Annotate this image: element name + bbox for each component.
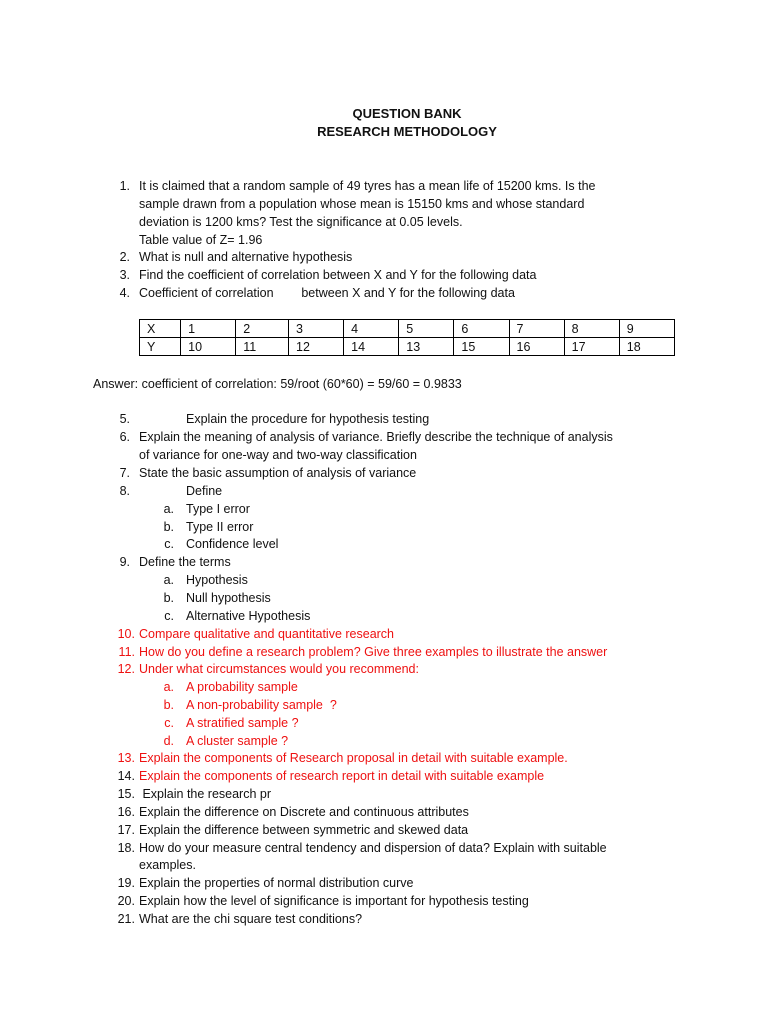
doc-subtitle: RESEARCH METHODOLOGY bbox=[317, 124, 497, 139]
q6-text-cont: of variance for one-way and two-way classification bbox=[139, 448, 417, 462]
q12-text: Under what circumstances would you recommend: bbox=[139, 662, 419, 676]
q11-text: How do you define a research problem? Give three examples to illustrate the answer bbox=[139, 645, 608, 659]
q17-text: Explain the difference between symmetric and skewed data bbox=[139, 823, 469, 837]
q14-number: 14. bbox=[117, 769, 135, 783]
q8c-text: Confidence level bbox=[186, 537, 279, 551]
q8b-letter: b. bbox=[163, 520, 174, 534]
table-cell: 7 bbox=[509, 320, 564, 338]
q12d-text: A cluster sample ? bbox=[186, 734, 289, 748]
q12a-letter: a. bbox=[163, 680, 174, 694]
answer-text: Answer: coefficient of correlation: 59/root (60*60) = 59/60 = 0.9833 bbox=[93, 377, 462, 391]
q3-number: 3. bbox=[119, 268, 130, 282]
q10-text: Compare qualitative and quantitative research bbox=[139, 627, 395, 641]
table-cell: 6 bbox=[454, 320, 509, 338]
q1-line1: It is claimed that a random sample of 49 tyres has a mean life of 15200 kms. Is the bbox=[139, 179, 596, 193]
table-cell: 17 bbox=[564, 338, 619, 356]
q8-text: Define bbox=[186, 484, 223, 498]
doc-title: QUESTION BANK bbox=[352, 106, 462, 121]
q3-text: Find the coefficient of correlation between X and Y for the following data bbox=[139, 268, 537, 282]
table-cell: 15 bbox=[454, 338, 509, 356]
table-cell: 14 bbox=[344, 338, 399, 356]
table-cell: 3 bbox=[289, 320, 344, 338]
q18-number: 18. bbox=[117, 841, 135, 855]
q13-number: 13. bbox=[117, 751, 135, 765]
q9a-text: Hypothesis bbox=[186, 573, 248, 587]
q11-number: 11. bbox=[118, 645, 135, 659]
table-row-x bbox=[140, 320, 675, 338]
q12b-letter: b. bbox=[163, 698, 174, 712]
table-cell: 18 bbox=[619, 338, 674, 356]
q9b-letter: b. bbox=[163, 591, 174, 605]
q12-number: 12. bbox=[117, 662, 135, 676]
q16-text: Explain the difference on Discrete and continuous attributes bbox=[139, 805, 469, 819]
q9-number: 9. bbox=[119, 555, 130, 569]
q18-text-cont: examples. bbox=[139, 858, 196, 872]
table-cell: 2 bbox=[236, 320, 289, 338]
q5-text: Explain the procedure for hypothesis testing bbox=[186, 412, 430, 426]
q1-line2: sample drawn from a population whose mean is 15150 kms and whose standard bbox=[139, 197, 585, 211]
q9-text: Define the terms bbox=[139, 555, 231, 569]
q12a-text: A probability sample bbox=[186, 680, 298, 694]
xy-data-table bbox=[139, 319, 675, 356]
q7-text: State the basic assumption of analysis of variance bbox=[139, 466, 417, 480]
q12d-letter: d. bbox=[163, 734, 174, 748]
q9a-letter: a. bbox=[163, 573, 174, 587]
q9c-letter: c. bbox=[164, 609, 174, 623]
q4-text: Coefficient of correlation between X and Y for the following data bbox=[139, 286, 515, 300]
q9b-text: Null hypothesis bbox=[186, 591, 271, 605]
table-cell: 8 bbox=[564, 320, 619, 338]
table-cell: 16 bbox=[509, 338, 564, 356]
table-cell: 1 bbox=[181, 320, 236, 338]
q5-number: 5. bbox=[119, 412, 130, 426]
q10-number: 10. bbox=[117, 627, 135, 641]
q19-number: 19. bbox=[117, 876, 135, 890]
q13-text: Explain the components of Research proposal in detail with suitable example. bbox=[139, 751, 568, 765]
q7-number: 7. bbox=[119, 466, 130, 480]
q8c-letter: c. bbox=[164, 537, 174, 551]
table-row-y bbox=[140, 338, 675, 356]
q15-number: 15. bbox=[117, 787, 135, 801]
q17-number: 17. bbox=[117, 823, 135, 837]
table-cell: X bbox=[140, 320, 181, 338]
q12c-text: A stratified sample ? bbox=[186, 716, 299, 730]
q21-number: 21. bbox=[117, 912, 135, 926]
q20-number: 20. bbox=[117, 894, 135, 908]
q12b-text: A non-probability sample ? bbox=[186, 698, 337, 712]
table-cell: 10 bbox=[181, 338, 236, 356]
table-cell: 5 bbox=[399, 320, 454, 338]
q1-line4: Table value of Z= 1.96 bbox=[139, 233, 263, 247]
q2-number: 2. bbox=[119, 250, 130, 264]
q18-text: How do your measure central tendency and dispersion of data? Explain with suitable bbox=[139, 841, 607, 855]
q15-text: Explain the research pr bbox=[139, 787, 272, 801]
q14-text: Explain the components of research report in detail with suitable example bbox=[139, 769, 545, 783]
q19-text: Explain the properties of normal distribution curve bbox=[139, 876, 414, 890]
table-cell: 13 bbox=[399, 338, 454, 356]
q16-number: 16. bbox=[117, 805, 135, 819]
q6-text: Explain the meaning of analysis of variance. Briefly describe the technique of analysis bbox=[139, 430, 613, 444]
q6-number: 6. bbox=[119, 430, 130, 444]
q21-text: What are the chi square test conditions? bbox=[139, 912, 363, 926]
q8a-text: Type I error bbox=[186, 502, 250, 516]
q12c-letter: c. bbox=[164, 716, 174, 730]
q1-line3: deviation is 1200 kms? Test the significance at 0.05 levels. bbox=[139, 215, 463, 229]
q8a-letter: a. bbox=[163, 502, 174, 516]
q20-text: Explain how the level of significance is important for hypothesis testing bbox=[139, 894, 529, 908]
q4-number: 4. bbox=[119, 286, 130, 300]
q8-number: 8. bbox=[119, 484, 130, 498]
q9c-text: Alternative Hypothesis bbox=[186, 609, 311, 623]
q8b-text: Type II error bbox=[186, 520, 254, 534]
q2-text: What is null and alternative hypothesis bbox=[139, 250, 353, 264]
table-cell: 12 bbox=[289, 338, 344, 356]
table-cell: 4 bbox=[344, 320, 399, 338]
table-cell: 9 bbox=[619, 320, 674, 338]
table-cell: Y bbox=[140, 338, 181, 356]
table-cell: 11 bbox=[236, 338, 289, 356]
q1-number: 1. bbox=[119, 179, 130, 193]
